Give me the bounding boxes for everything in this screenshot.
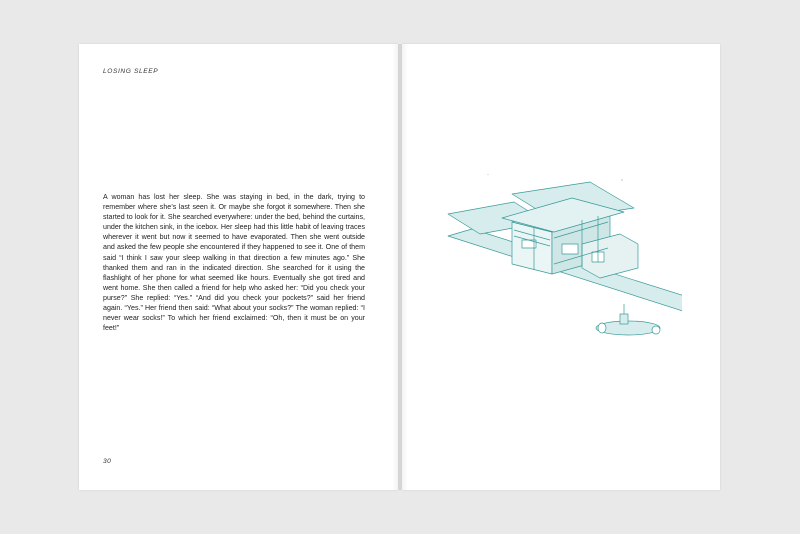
isometric-house-illustration-icon	[442, 174, 682, 354]
submarine-icon	[596, 304, 660, 335]
right-page	[402, 44, 720, 490]
left-page	[79, 44, 398, 490]
window-2-shape	[562, 244, 578, 254]
running-head: LOSING SLEEP	[103, 68, 159, 75]
body-text: A woman has lost her sleep. She was staying in bed, in the dark, trying to remember where she’s last seen it. Or maybe she forgot it somewhere. Then she started to look for it. She searched everywhere: under the bed, behind the curtains, under the kitchen sink, in the icebox. Her sleep had this little habit of leaving traces wherever it went but now it seemed to have evaporated. Then she went outside and asked the few people she encountered if they happened to see it. One of them said “I think I saw your sleep walking in that direction a few minutes ago.” She thanked them and ran in the indicated direction. She searched for it using the flashlight of her phone for what seemed like hours. Eventually she got tired and went home. She then called a friend for help who asked her: “Did you check your purse?” She replied: “Yes.” “And did you check your pockets?” said her friend again. “Yes.” Her friend then said: “What about your socks?” The woman replied: “I never wear socks!” To which her friend exclaimed: “Oh, then it must be on your feet!”	[103, 193, 365, 333]
page-number: 30	[103, 458, 112, 465]
